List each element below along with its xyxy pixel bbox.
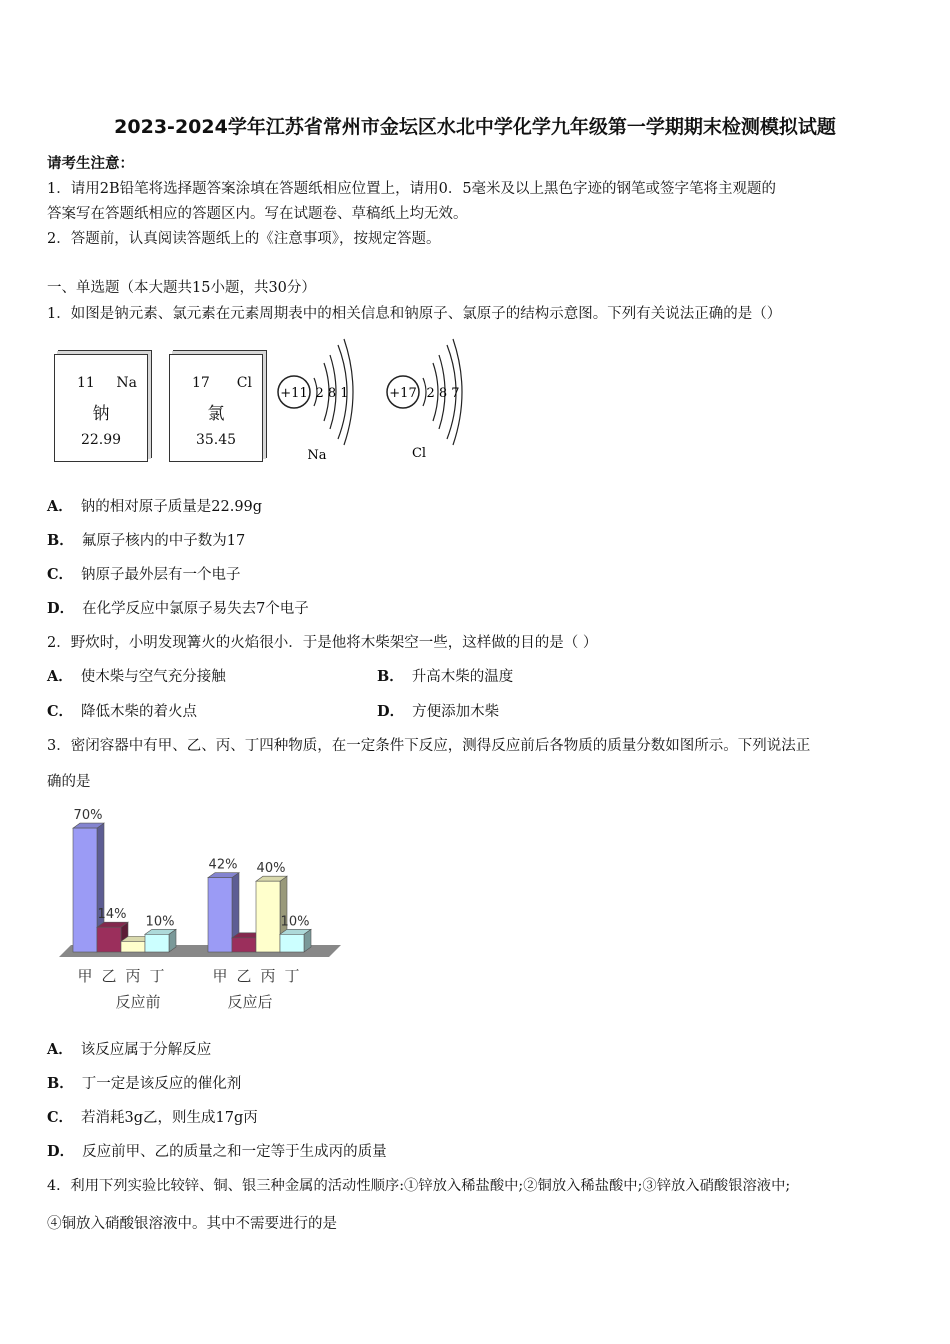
q1-option-c-label: C．: [47, 566, 74, 583]
q2-option-b-label: B．: [377, 668, 404, 685]
q2-option-c-text: 降低木柴的着火点: [81, 704, 198, 720]
q3-stem-line1: 3．密闭容器中有甲、乙、丙、丁四种物质，在一定条件下反应，测得反应前后各物质的质量分数如图所示。下列说法正: [47, 738, 811, 754]
q3-option-b-label: B．: [47, 1075, 74, 1092]
q2-option-d-text: 方便添加木柴: [412, 704, 500, 720]
category-label: 丁: [284, 967, 300, 985]
q1-option-b-text: 氟原子核内的中子数为17: [81, 533, 246, 549]
bar-value-label: 70%: [73, 808, 103, 824]
q1-option-a-label: A．: [47, 498, 73, 515]
sodium-name: 钠: [92, 404, 110, 424]
sodium-symbol: Na: [116, 375, 137, 391]
chlorine-atom-diagram: [383, 335, 483, 465]
bar-value-label: 42%: [208, 857, 238, 873]
q3-stem-line2: 确的是: [47, 774, 91, 790]
category-label: 乙: [101, 967, 117, 985]
notice-item-2: 2．答题前，认真阅读答题纸上的《注意事项》，按规定答题。: [47, 231, 441, 247]
sodium-atom-label: Na: [307, 448, 327, 463]
bar-value-label: 10%: [280, 914, 310, 930]
category-label: 甲: [212, 967, 228, 985]
chlorine-name: 氯: [207, 404, 225, 424]
sodium-atom-diagram: [272, 335, 372, 465]
category-label: 丁: [149, 967, 165, 985]
q1-option-d-label: D．: [47, 600, 75, 617]
q3-option-b[interactable]: [47, 1072, 241, 1093]
q3-option-c-text: 若消耗3g乙，则生成17g丙: [81, 1110, 258, 1126]
q2-option-d-label: D．: [377, 703, 405, 720]
q3-option-d-label: D．: [47, 1143, 75, 1160]
notice-item-1-line1: 1．请用2B铅笔将选择题答案涂填在答题纸相应位置上，请用0．5毫米及以上黑色字迹的钢笔或签字笔将主观题的: [47, 181, 777, 197]
q3-option-c-label: C．: [47, 1109, 74, 1126]
q3-option-b-text: 丁一定是该反应的催化剂: [81, 1076, 242, 1092]
group-label: 反应后: [227, 993, 273, 1011]
q3-option-c[interactable]: [47, 1106, 258, 1127]
q1-option-b-label: B．: [47, 532, 74, 549]
section-heading: 一、单选题（本大题共15小题，共30分）: [47, 280, 316, 296]
q3-option-a-label: A．: [47, 1041, 73, 1058]
q4-stem-line2: ④铜放入硝酸银溶液中。其中不需要进行的是: [47, 1216, 337, 1232]
q2-option-a-label: A．: [47, 668, 73, 685]
q2-option-c[interactable]: [47, 700, 197, 721]
sodium-nucleus-label: +11: [280, 386, 308, 401]
q2-option-b-text: 升高木柴的温度: [411, 669, 514, 685]
q1-stem: 1．如图是钠元素、氯元素在元素周期表中的相关信息和钠原子、氯原子的结构示意图。下列有关说法正确的是（）: [47, 306, 782, 322]
group-label: 反应前: [115, 993, 161, 1011]
sodium-mass: 22.99: [80, 432, 122, 448]
q2-option-b[interactable]: [377, 665, 513, 686]
q1-option-d[interactable]: [47, 597, 309, 618]
bar-before-丁: [145, 929, 176, 952]
q2-option-c-label: C．: [47, 703, 74, 720]
category-label: 丙: [260, 967, 276, 985]
chlorine-atomic-number: 17: [192, 375, 210, 391]
q3-option-a[interactable]: [47, 1038, 211, 1059]
q1-option-c[interactable]: [47, 563, 241, 584]
bar-value-label: 40%: [256, 861, 286, 877]
chlorine-element-box: [169, 354, 263, 462]
bar-value-label: 14%: [97, 907, 127, 923]
category-label: 甲: [77, 967, 93, 985]
chlorine-atom-label: Cl: [411, 446, 427, 461]
mass-fraction-bar-chart: [45, 795, 345, 1015]
q1-option-a[interactable]: [47, 495, 262, 516]
sodium-element-box: [54, 354, 148, 462]
sodium-shell-electrons: 2 8 1: [315, 386, 349, 401]
chlorine-symbol: Cl: [236, 375, 252, 391]
q1-option-c-text: 钠原子最外层有一个电子: [81, 567, 241, 583]
chlorine-mass: 35.45: [195, 432, 237, 448]
bar-after-丁: [280, 929, 311, 952]
q3-option-d[interactable]: [47, 1140, 387, 1161]
q1-option-a-text: 钠的相对原子质量是22.99g: [80, 499, 263, 515]
q2-stem: 2．野炊时，小明发现篝火的火焰很小．于是他将木柴架空一些，这样做的目的是（ ）: [47, 635, 598, 651]
page-title: 2023-2024学年江苏省常州市金坛区水北中学化学九年级第一学期期末检测模拟试题: [114, 116, 836, 138]
category-label: 丙: [125, 967, 141, 985]
q1-option-d-text: 在化学反应中氯原子易失去7个电子: [82, 601, 309, 617]
q1-option-b[interactable]: [47, 529, 245, 550]
sodium-atomic-number: 11: [77, 375, 95, 391]
q3-option-d-text: 反应前甲、乙的质量之和一定等于生成丙的质量: [82, 1144, 387, 1160]
bar-value-label: 10%: [145, 914, 175, 930]
chlorine-nucleus-label: +17: [389, 386, 417, 401]
q2-option-a[interactable]: [47, 665, 226, 686]
notice-heading: 请考生注意：: [47, 155, 134, 172]
notice-item-1-line2: 答案写在答题纸相应的答题区内。写在试题卷、草稿纸上均无效。: [47, 206, 468, 222]
category-label: 乙: [236, 967, 252, 985]
chlorine-shell-electrons: 2 8 7: [426, 386, 460, 401]
q2-option-d[interactable]: [377, 700, 499, 721]
q3-option-a-text: 该反应属于分解反应: [80, 1042, 212, 1058]
q4-stem-line1: 4．利用下列实验比较锌、铜、银三种金属的活动性顺序:①锌放入稀盐酸中;②铜放入稀盐酸中;③锌放入硝酸银溶液中;: [47, 1178, 791, 1194]
q2-option-a-text: 使木柴与空气充分接触: [80, 669, 226, 685]
